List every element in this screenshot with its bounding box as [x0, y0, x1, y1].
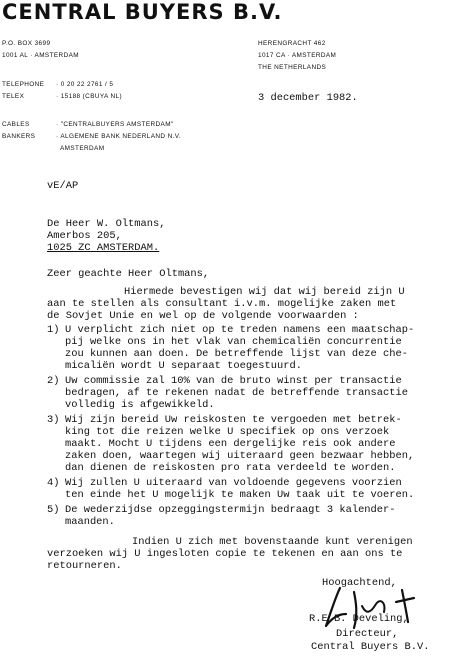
- point-3-line-1: Wij zijn bereid Uw reiskosten te vergoeden met betrek-: [65, 414, 402, 426]
- closing-line-3: retourneren.: [47, 560, 122, 572]
- recipient-line-1: De Heer W. Oltmans,: [47, 218, 166, 230]
- recipient-line-2: Amerbos 205,: [47, 230, 122, 242]
- telex-label: TELEX: [2, 93, 25, 100]
- cables-value: · "CENTRALBUYERS AMSTERDAM": [56, 121, 174, 128]
- point-number: 3): [47, 414, 60, 426]
- point-2-line-1: Uw commissie zal 10% van de bruto winst per transactie: [65, 375, 402, 387]
- signatory-name: R.E.B. Develing,: [309, 613, 409, 625]
- reference: vE/AP: [47, 180, 79, 192]
- closing-greeting: Hoogachtend,: [322, 577, 397, 589]
- telephone-label: TELEPHONE: [2, 81, 45, 88]
- point-number: 2): [47, 375, 60, 387]
- closing-line-2: verzoeken wij U ingesloten copie te tekenen en aan ons te: [47, 548, 403, 560]
- letter-date: 3 december 1982.: [258, 92, 358, 104]
- bankers-city: AMSTERDAM: [60, 145, 105, 152]
- point-5-line-1: De wederzijdse opzeggingstermijn bedraagt 3 kalender-: [65, 504, 396, 516]
- intro-line-1: Hiermede bevestigen wij dat wij bereid zijn U: [124, 286, 405, 298]
- point-3-line-2: king tot die reizen welke U specifiek op ons verzoek: [65, 426, 390, 438]
- point-3-line-4: zaken doen, waartegen wij uiteraard geen bezwaar hebben,: [65, 450, 415, 462]
- point-2-line-3: volledig is afgewikkeld.: [65, 399, 215, 411]
- city-address: 1017 CA · AMSTERDAM: [258, 52, 337, 59]
- point-3-line-3: maakt. Mocht U tijdens een dergelijke reis ook andere: [65, 438, 396, 450]
- point-number: 4): [47, 477, 60, 489]
- point-1-line-1: U verplicht zich niet op te treden namens een maatschap-: [65, 324, 415, 336]
- signatory-company: Central Buyers B.V.: [311, 641, 430, 653]
- point-3-line-5: dan dienen de reiskosten pro rata verdeeld te worden.: [65, 462, 396, 474]
- point-4-line-2: ten einde het U mogelijk te maken Uw taak uit te voeren.: [65, 489, 415, 501]
- point-5-line-2: maanden.: [65, 516, 115, 528]
- signatory-title: Directeur,: [336, 628, 399, 640]
- street-address: HERENGRACHT 462: [258, 40, 326, 47]
- closing-line-1: Indien U zich met bovenstaande kunt verenigen: [132, 536, 413, 548]
- intro-line-3: de Sovjet Unie en wel op de volgende voorwaarden :: [47, 310, 359, 322]
- recipient-line-3: 1025 ZC AMSTERDAM.: [47, 242, 160, 254]
- bankers-value: · ALGEMENE BANK NEDERLAND N.V.: [56, 133, 182, 140]
- salutation: Zeer geachte Heer Oltmans,: [47, 268, 210, 280]
- point-1-line-4: micaliën wordt U separaat toegestuurd.: [65, 360, 302, 372]
- po-city: 1001 AL · AMSTERDAM: [2, 52, 79, 59]
- point-1-line-3: zou kunnen aan doen. De betreffende lijst van deze che-: [65, 348, 408, 360]
- point-number: 1): [47, 324, 60, 336]
- point-1-line-2: pij welke ons in het vlak van chemicaliën concurrentie: [65, 336, 402, 348]
- telex-value: · 15188 (CBUYA NL): [56, 93, 123, 100]
- cables-label: CABLES: [2, 121, 30, 128]
- po-box: P.O. BOX 3699: [2, 40, 51, 47]
- point-2-line-2: bedragen, af te rekenen nadat de betreffende transactie: [65, 387, 408, 399]
- point-4-line-1: Wij zullen U uiteraard van voldoende gegevens voorzien: [65, 477, 402, 489]
- telephone-value: · 0 20 22 2761 / 5: [56, 81, 114, 88]
- country: THE NETHERLANDS: [258, 64, 327, 71]
- bankers-label: BANKERS: [2, 133, 36, 140]
- intro-line-2: aan te stellen als consultant i.v.m. mogelijke zaken met: [47, 298, 397, 310]
- point-number: 5): [47, 504, 60, 516]
- company-name: CENTRAL BUYERS B.V.: [2, 0, 283, 24]
